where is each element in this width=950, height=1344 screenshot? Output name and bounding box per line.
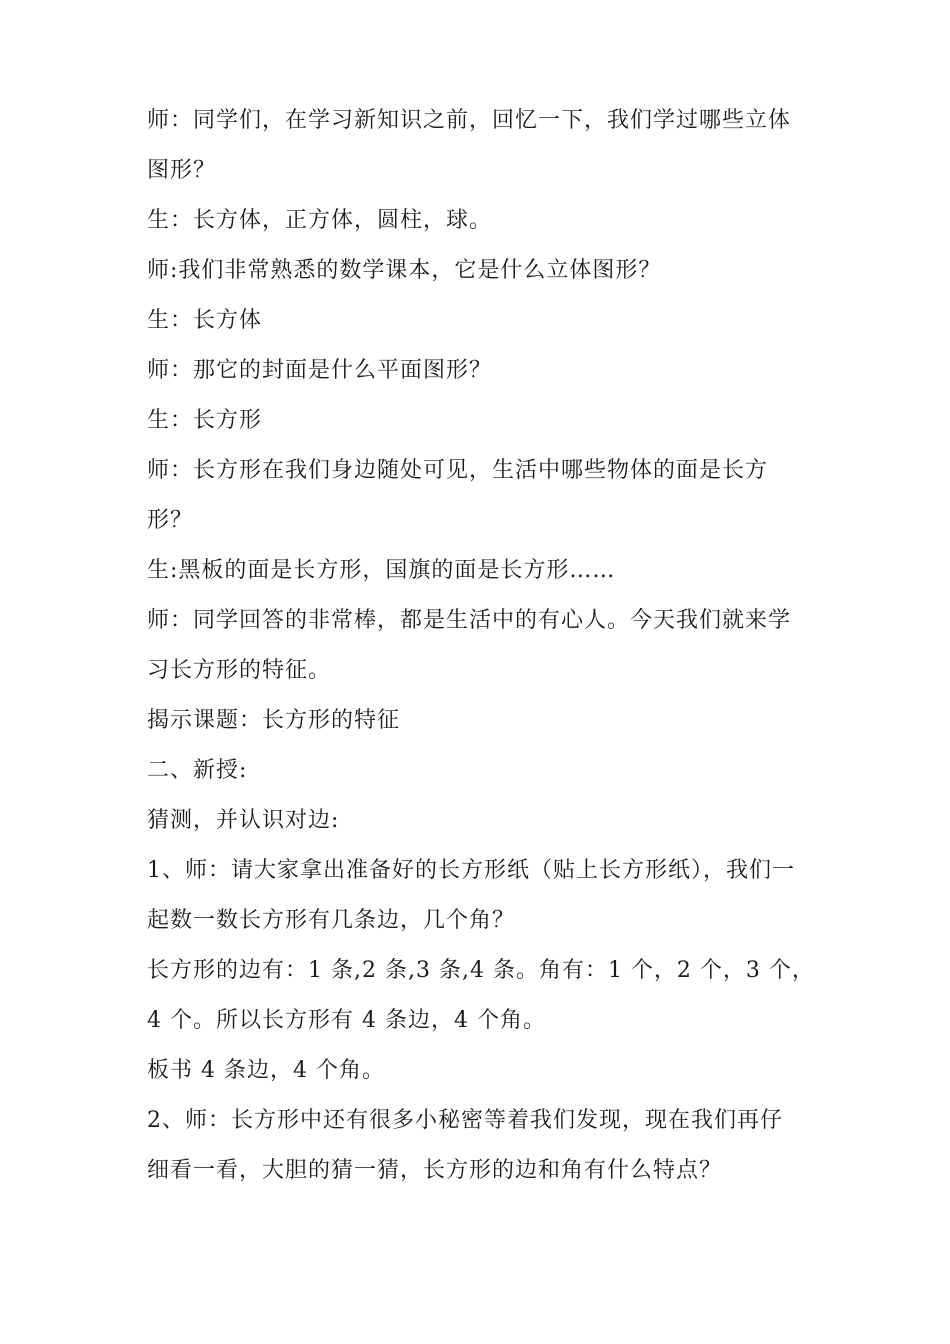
text-line: 长方形的边有：1 条,2 条,3 条,4 条。角有：1 个，2 个，3 个，	[147, 958, 815, 983]
text-line: 图形？	[147, 158, 217, 183]
text-line: 生：长方体，正方体，圆柱，球。	[147, 208, 493, 233]
section-heading: 二、新授:	[147, 758, 248, 783]
text-line: 板书 4 条边，4 个角。	[147, 1058, 385, 1083]
text-line: 师：长方形在我们身边随处可见，生活中哪些物体的面是长方	[147, 458, 769, 483]
text-line: 生：长方体	[147, 308, 263, 333]
text-line: 揭示课题：长方形的特征	[147, 708, 401, 733]
text-line: 师:我们非常熟悉的数学课本，它是什么立体图形？	[147, 258, 662, 283]
text-line: 师：同学回答的非常棒，都是生活中的有心人。今天我们就来学	[147, 608, 792, 633]
text-line: 形？	[147, 508, 194, 533]
text-line: 起数一数长方形有几条边，几个角？	[147, 908, 516, 933]
text-line: 师：那它的封面是什么平面图形？	[147, 358, 493, 383]
text-line: 1、师：请大家拿出准备好的长方形纸（贴上长方形纸），我们一	[147, 858, 795, 883]
document-body	[147, 96, 847, 1196]
text-line: 师：同学们，在学习新知识之前，回忆一下，我们学过哪些立体	[147, 108, 792, 133]
text-line: 2、师：长方形中还有很多小秘密等着我们发现，现在我们再仔	[147, 1108, 783, 1133]
text-line: 生：长方形	[147, 408, 263, 433]
text-line: 生:黑板的面是长方形，国旗的面是长方形……	[147, 558, 616, 583]
text-line: 4 个。所以长方形有 4 条边，4 个角。	[147, 1008, 546, 1033]
text-line: 猜测，并认识对边:	[147, 808, 340, 833]
text-line: 细看一看，大胆的猜一猜，长方形的边和角有什么特点？	[147, 1158, 723, 1183]
text-line: 习长方形的特征。	[147, 658, 332, 683]
